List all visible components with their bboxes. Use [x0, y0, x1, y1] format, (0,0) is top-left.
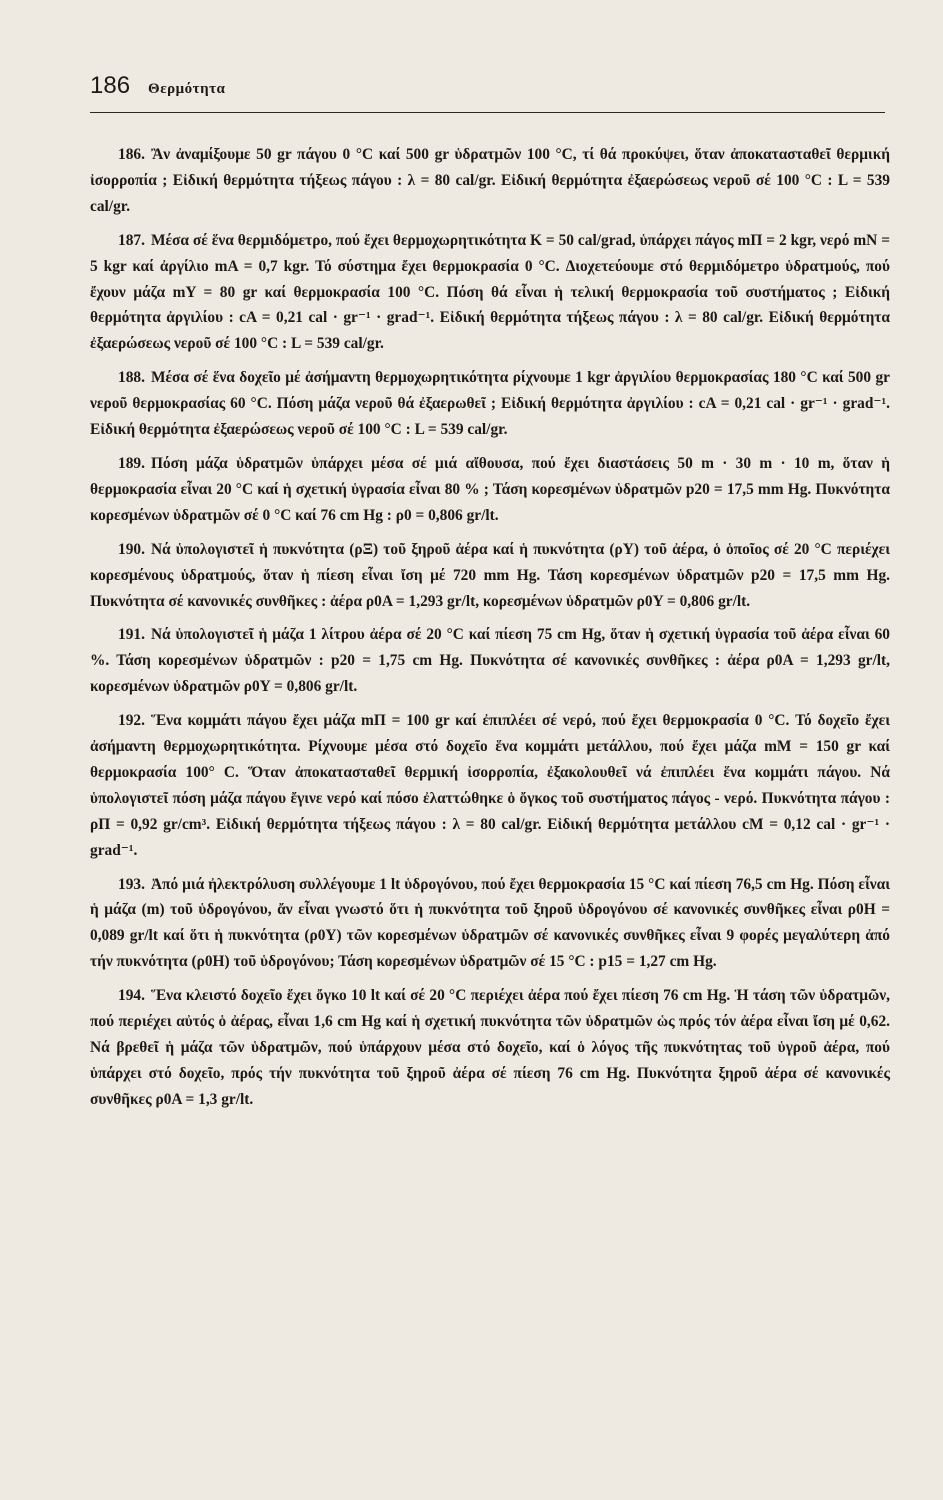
problems-list — [90, 142, 890, 1121]
problem-text: Ἕνα κλειστό δοχεῖο ἔχει ὄγκο 10 lt καί σέ 20 °C περιέχει ἀέρα πού ἔχει πίεση 76 cm Hg. Ἡ τάση τῶν ὑδρατμῶν, πού περιέχει αὐτός ὁ ἀέρας, εἶναι 1,6 cm Hg καί ἡ σχετική πυκνότητα τῶν ὑδρατμῶν ὡς πρός τόν ἀέρα εἶναι ἴση μέ 0,62. Νά βρεθεῖ ἡ μάζα τῶν ὑδρατμῶν, πού ὑπάρχουν μέσα στό δοχεῖο, καί ὁ λόγος τῆς πυκνότητας τοῦ ὑγροῦ ἀέρα, πού ὑπάρχει στό δοχεῖο, πρός τήν πυκνότητα τοῦ ξηροῦ ἀέρα σέ πίεση 76 cm Hg. Πυκνότητα ξηροῦ ἀέρα σέ κανονικές συνθῆκες ρ0A = 1,3 gr/lt. — [90, 987, 890, 1108]
problem-text: Νά ὑπολογιστεῖ ἡ μάζα 1 λίτρου ἀέρα σέ 20 °C καί πίεση 75 cm Hg, ὅταν ἡ σχετική ὑγρασία τοῦ ἀέρα εἶναι 60 %. Τάση κορεσμένων ὑδρατμῶν : p20 = 1,75 cm Hg. Πυκνότητα σέ κανονικές συνθῆκες : ἀέρα ρ0A = 1,293 gr/lt, κορεσμένων ὑδρατμῶν ρ0Y = 0,806 gr/lt. — [90, 626, 890, 696]
problem-number: 187. — [118, 231, 145, 249]
problem-text: Ἂν ἀναμίξουμε 50 gr πάγου 0 °C καί 500 gr ὑδρατμῶν 100 °C, τί θά προκύψει, ὅταν ἀποκατασταθεῖ θερμική ἰσορροπία ; Εἰδική θερμότητα τήξεως πάγου : λ = 80 cal/gr. Εἰδική θερμότητα ἐξαερώσεως νεροῦ σέ 100 °C : L = 539 cal/gr. — [90, 146, 890, 215]
problem-187 — [90, 228, 890, 358]
running-title: Θερμότητα — [148, 81, 226, 97]
problem-188 — [90, 365, 890, 443]
problem-186 — [90, 142, 890, 220]
problem-191 — [90, 622, 890, 700]
problem-number: 190. — [118, 540, 145, 558]
problem-number: 188. — [118, 369, 145, 387]
problem-text: Μέσα σέ ἕνα δοχεῖο μέ ἀσήμαντη θερμοχωρητικότητα ρίχνουμε 1 kgr ἀργιλίου θερμοκρασίας 180 °C καί 500 gr νεροῦ θερμοκρασίας 60 °C. Πόση μάζα νεροῦ θά ἐξαερωθεῖ ; Εἰδική θερμότητα ἀργιλίου : cA = 0,21 cal · gr⁻¹ · grad⁻¹. Εἰδική θερμότητα ἐξαερώσεως νεροῦ σέ 100 °C : L = 539 cal/gr. — [90, 369, 890, 439]
problem-text: Ἀπό μιά ἠλεκτρόλυση συλλέγουμε 1 lt ὑδρογόνου, πού ἔχει θερμοκρασία 15 °C καί πίεση 76,5 cm Hg. Πόση εἶναι ἡ μάζα (m) τοῦ ὑδρογόνου, ἄν εἶναι γνωστό ὅτι ἡ πυκνότητα τοῦ ξηροῦ ὑδρογόνου σέ κανονικές συνθῆκες εἶναι ρ0H = 0,089 gr/lt καί ὅτι ἡ πυκνότητα (ρ0Y) τῶν κορεσμένων ὑδρατμῶν σέ κανονικές συνθῆκες εἶναι 9 φορές μεγαλύτερη ἀπό τήν πυκνότητα (ρ0H) τοῦ ὑδρογόνου; Τάση κορεσμένων ὑδρατμῶν σέ 15 °C : p15 = 1,27 cm Hg. — [90, 875, 890, 971]
page-header — [90, 72, 885, 108]
problem-text: Ἕνα κομμάτι πάγου ἔχει μάζα mΠ = 100 gr καί ἐπιπλέει σέ νερό, πού ἔχει θερμοκρασία 0 °C. Τό δοχεῖο ἔχει ἀσήμαντη θερμοχωρητικότητα. Ρίχνουμε μέσα στό δοχεῖο ἕνα κομμάτι μετάλλου, πού ἔχει μάζα mM = 150 gr καί θερμοκρασία 100° C. Ὅταν ἀποκατασταθεῖ θερμική ἰσορροπία, ἐξακολουθεῖ νά ἐπιπλέει ἕνα κομμάτι πάγου. Νά ὑπολογιστεῖ πόση μάζα πάγου ἔγινε νερό καί πόσο ἐλαττώθηκε ὁ ὄγκος τοῦ συστήματος πάγος - νερό. Πυκνότητα πάγου : ρΠ = 0,92 gr/cm³. Εἰδική θερμότητα τήξεως πάγου : λ = 80 cal/gr. Εἰδική θερμότητα μετάλλου cM = 0,12 cal · gr⁻¹ · grad⁻¹. — [90, 712, 890, 859]
problem-193 — [90, 872, 890, 976]
problem-number: 193. — [118, 875, 145, 893]
page-number: 186 — [90, 72, 131, 99]
problem-text: Πόση μάζα ὑδρατμῶν ὑπάρχει μέσα σέ μιά αἴθουσα, πού ἔχει διαστάσεις 50 m · 30 m · 10 m, ὅταν ἡ θερμοκρασία εἶναι 20 °C καί ἡ σχετική ὑγρασία εἶναι 80 % ; Τάση κορεσμένων ὑδρατμῶν p20 = 17,5 mm Hg. Πυκνότητα κορεσμένων ὑδρατμῶν σέ 0 °C καί 76 cm Hg : ρ0 = 0,806 gr/lt. — [90, 454, 890, 524]
problem-number: 189. — [118, 454, 145, 472]
problem-194 — [90, 983, 890, 1113]
problem-text: Μέσα σέ ἕνα θερμιδόμετρο, πού ἔχει θερμοχωρητικότητα K = 50 cal/grad, ὑπάρχει πάγος mΠ = 2 kgr, νερό mN = 5 kgr καί ἀργίλιο mA = 0,7 kgr. Τό σύστημα ἔχει θερμοκρασία 0 °C. Διοχετεύουμε στό θερμιδόμετρο ὑδρατμούς, πού ἔχουν μάζα mY = 80 gr καί θερμοκρασία 100 °C. Πόση θά εἶναι ἡ τελική θερμοκρασία τοῦ συστήματος ; Εἰδική θερμότητα ἀργιλίου : cA = 0,21 cal · gr⁻¹ · grad⁻¹. Εἰδική θερμότητα τήξεως πάγου : λ = 80 cal/gr. Εἰδική θερμότητα ἐξαερώσεως νεροῦ σέ 100 °C : L = 539 cal/gr. — [90, 231, 890, 353]
problem-190 — [90, 537, 890, 615]
problem-number: 192. — [118, 712, 145, 730]
problem-number: 194. — [118, 987, 145, 1005]
problem-192 — [90, 708, 890, 863]
header-rule — [90, 112, 885, 113]
problem-189 — [90, 451, 890, 529]
problem-text: Νά ὑπολογιστεῖ ἡ πυκνότητα (ρΞ) τοῦ ξηροῦ ἀέρα καί ἡ πυκνότητα (ρY) τοῦ ἀέρα, ὁ ὁποῖος σέ 20 °C περιέχει κορεσμένους ὑδρατμούς, ὅταν ἡ πίεση εἶναι ἴση μέ 720 mm Hg. Τάση κορεσμένων ὑδρατμῶν p20 = 17,5 mm Hg. Πυκνότητα σέ κανονικές συνθῆκες : ἀέρα ρ0A = 1,293 gr/lt, κορεσμένων ὑδρατμῶν ρ0Y = 0,806 gr/lt. — [90, 540, 890, 610]
problem-number: 186. — [118, 146, 145, 163]
problem-number: 191. — [118, 626, 145, 644]
